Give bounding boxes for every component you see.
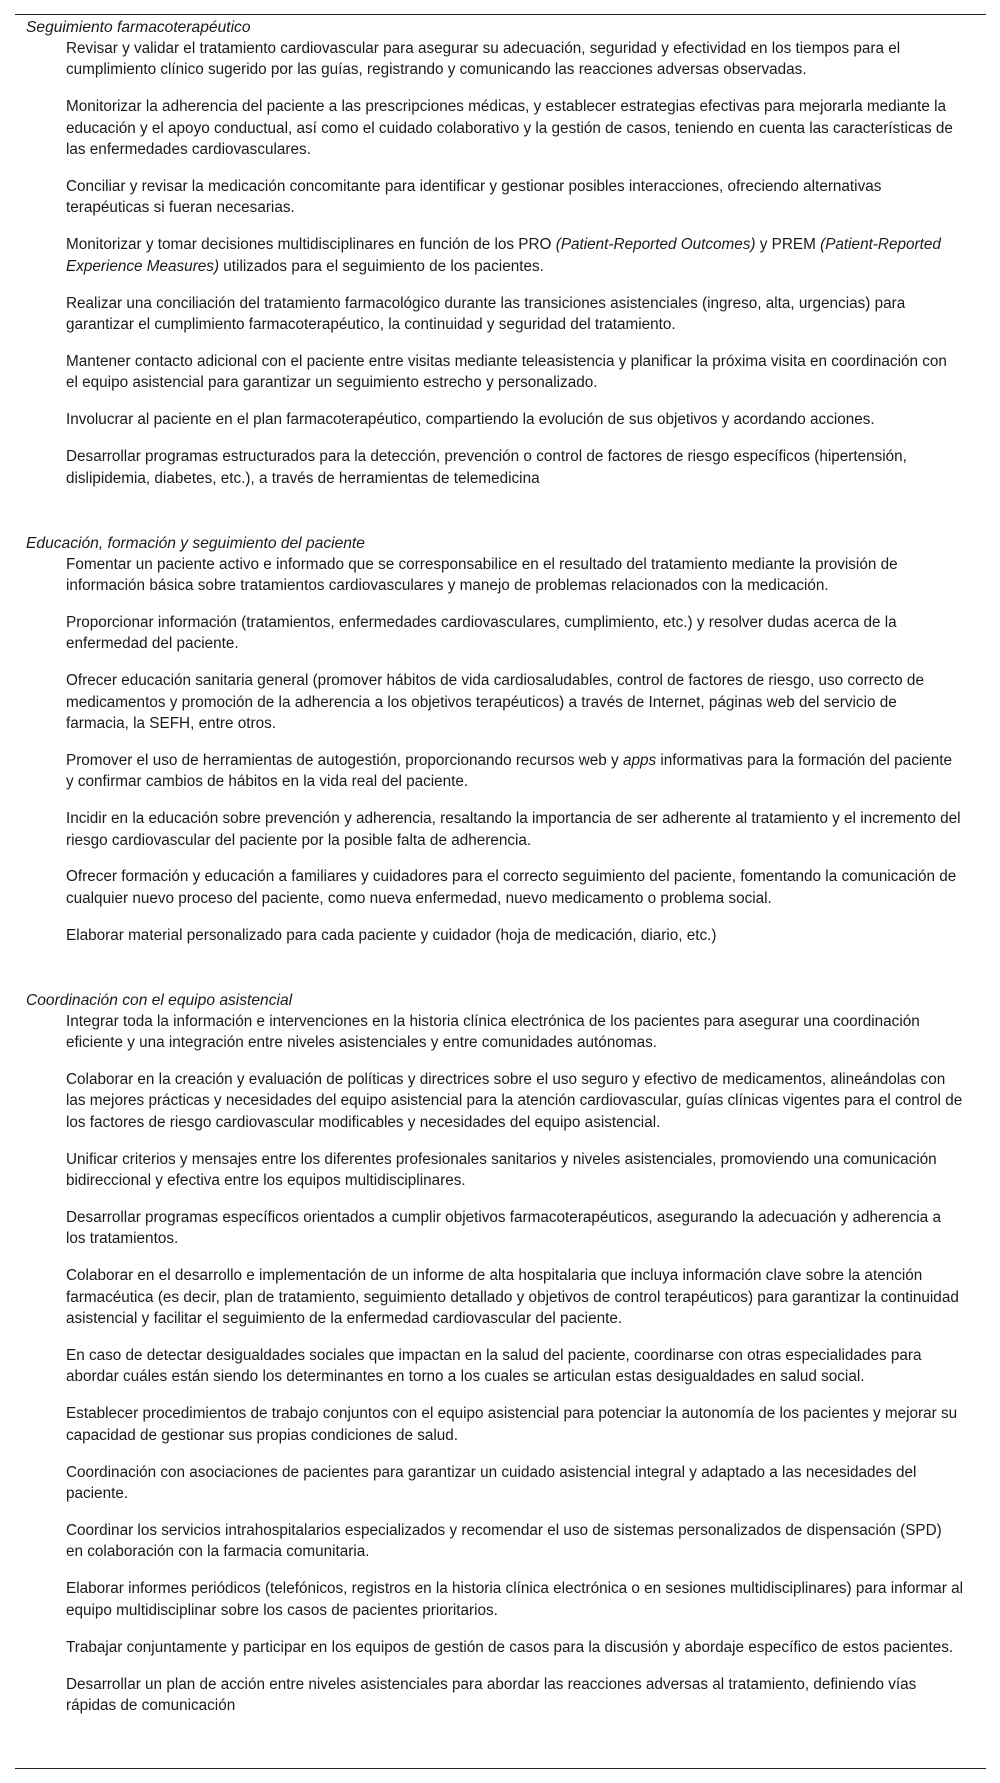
item-text: Promover el uso de herramientas de autogestión, proporcionando recursos web y (66, 751, 623, 769)
section-coordinacion (0, 988, 1000, 1732)
list-item (66, 234, 963, 292)
list-item: Ofrecer formación y educación a familiares y cuidadores para el correcto seguimiento del paciente, fomentando la comunicación de cualquier nuevo proceso del paciente, como nueva enfermedad, nuevo medicamento o problema social. (66, 868, 957, 907)
list-item: Trabajar conjuntamente y participar en los equipos de gestión de casos para la discusión y abordaje específico de estos pacientes. (66, 1638, 954, 1656)
list-item: Involucrar al paciente en el plan farmacoterapéutico, compartiendo la evolución de sus objetivos y acordando acciones. (66, 411, 875, 429)
list-item: Ofrecer educación sanitaria general (promover hábitos de vida cardiosaludables, control de factores de riesgo, uso correcto de medicamentos y promoción de la adherencia a los objetivos terapéuticos) a través de Internet, páginas web del servicio de farmacia, la SEFH, entre otros. (66, 672, 924, 732)
table-bottom-rule (15, 1768, 986, 1769)
item-text: Monitorizar y tomar decisiones multidisciplinares en función de los PRO (66, 236, 556, 254)
list-item: Colaborar en la creación y evaluación de políticas y directrices sobre el uso seguro y efectivo de medicamentos, alineándolas con las mejores prácticas y necesidades del equipo asistencial para la atención cardiovascular, guías clínicas vigentes para el control de los factores de riesgo cardiovascular modificables y necesidades del equipo asistencial. (66, 1071, 963, 1131)
list-item: Elaborar informes periódicos (telefónicos, registros en la historia clínica electrónica o en sesiones multidisciplinares) para informar al equipo multidisciplinar sobre los casos de pacientes prioritarios. (66, 1580, 963, 1619)
list-item (66, 750, 963, 808)
list-item: Desarrollar programas estructurados para la detección, prevención o control de factores de riesgo específicos (hipertensión, dislipidemia, diabetes, etc.), a través de herramientas de telemedicina (66, 448, 907, 487)
list-item: Realizar una conciliación del tratamiento farmacológico durante las transiciones asistenciales (ingreso, alta, urgencias) para garantizar el cumplimiento farmacoterapéutico, la continuidad y seguridad del tratamiento. (66, 294, 906, 334)
list-item: Monitorizar la adherencia del paciente a las prescripciones médicas, y establecer estrategias efectivas para mejorarla mediante la educación y el apoyo conductual, así como el cuidado colaborativo y la gestión de casos, teniendo en cuenta las características de las enfermedades cardiovasculares. (66, 98, 953, 159)
list-item: Revisar y validar el tratamiento cardiovascular para asegurar su adecuación, seguridad y efectividad en los tiempos para el cumplimiento clínico sugerido por las guías, registrando y comunicando las reacciones adversas observadas. (66, 40, 901, 79)
item-italic-text: (Patient-Reported Experience Measures) (66, 236, 941, 275)
item-italic-text: apps (622, 751, 657, 769)
list-item: Desarrollar programas específicos orientados a cumplir objetivos farmacoterapéuticos, asegurando la adecuación y adherencia a los tratamientos. (66, 1209, 941, 1248)
list-item: Integrar toda la información e intervenciones en la historia clínica electrónica de los pacientes para asegurar una coordinación eficiente y una integración entre niveles asistenciales y entre comunidades autónomas. (66, 1012, 920, 1052)
list-item: Colaborar en el desarrollo e implementación de un informe de alta hospitalaria que incluya información clave sobre la atención farmacéutica (es decir, plan de tratamiento, seguimiento detallado y objetivos de control terapéuticos) para garantizar la continuidad asistencial y facilitar el seguimiento de la enfermedad cardiovascular del paciente. (66, 1267, 959, 1328)
item-italic-text: (Patient-Reported Outcomes) (555, 236, 756, 254)
section-heading: Educación, formación y seguimiento del paciente (26, 534, 365, 552)
table-body (0, 15, 1000, 1732)
item-text: informativas para la formación del paciente y confirmar cambios de hábitos en la vida real del paciente. (66, 751, 953, 791)
list-item: Elaborar material personalizado para cada paciente y cuidador (hoja de medicación, diario, etc.) (66, 926, 717, 944)
item-text: y PREM (755, 236, 821, 254)
section-seguimiento (0, 15, 1000, 505)
list-item: Unificar criterios y mensajes entre los diferentes profesionales sanitarios y niveles asistenciales, promoviendo una comunicación bidireccional y efectiva entre los equipos multidisciplinares. (66, 1150, 937, 1190)
section-educacion (0, 531, 1000, 962)
list-item: Mantener contacto adicional con el paciente entre visitas mediante teleasistencia y planificar la próxima visita en coordinación con el equipo asistencial para garantizar un seguimiento estrecho y personalizado. (66, 352, 947, 392)
section-heading: Coordinación con el equipo asistencial (26, 991, 293, 1009)
list-item: Fomentar un paciente activo e informado que se corresponsabilice en el resultado del tratamiento mediante la provisión de información básica sobre tratamientos cardiovasculares y manejo de problemas relacionados con la medicación. (66, 555, 898, 594)
list-item: Incidir en la educación sobre prevención y adherencia, resaltando la importancia de ser adherente al tratamiento y el incremento del riesgo cardiovascular del paciente por la posible falta de adherencia. (66, 810, 961, 849)
item-text: utilizados para el seguimiento de los pacientes. (219, 257, 544, 275)
list-item: En caso de detectar desigualdades sociales que impactan en la salud del paciente, coordinarse con otras especialidades para abordar cuáles están siendo los determinantes en torno a los cuales se articulan estas desigualdades en salud social. (66, 1347, 922, 1386)
list-item: Coordinar los servicios intrahospitalarios especializados y recomendar el uso de sistemas personalizados de dispensación (SPD) en colaboración con la farmacia comunitaria. (66, 1522, 942, 1561)
list-item: Conciliar y revisar la medicación concomitante para identificar y gestionar posibles interacciones, ofreciendo alternativas terapéuticas si fueran necesarias. (66, 178, 882, 217)
list-item: Proporcionar información (tratamientos, enfermedades cardiovasculares, cumplimiento, etc.) y resolver dudas acerca de la enfermedad del paciente. (66, 613, 897, 653)
list-item: Coordinación con asociaciones de pacientes para garantizar un cuidado asistencial integral y adaptado a las necesidades del paciente. (66, 1463, 917, 1503)
list-item: Establecer procedimientos de trabajo conjuntos con el equipo asistencial para potenciar la autonomía de los pacientes y mejorar su capacidad de gestionar sus propias condiciones de salud. (66, 1405, 958, 1444)
section-heading: Seguimiento farmacoterapéutico (26, 19, 251, 36)
list-item: Desarrollar un plan de acción entre niveles asistenciales para abordar las reacciones adversas al tratamiento, definiendo vías rápidas de comunicación (66, 1675, 917, 1714)
